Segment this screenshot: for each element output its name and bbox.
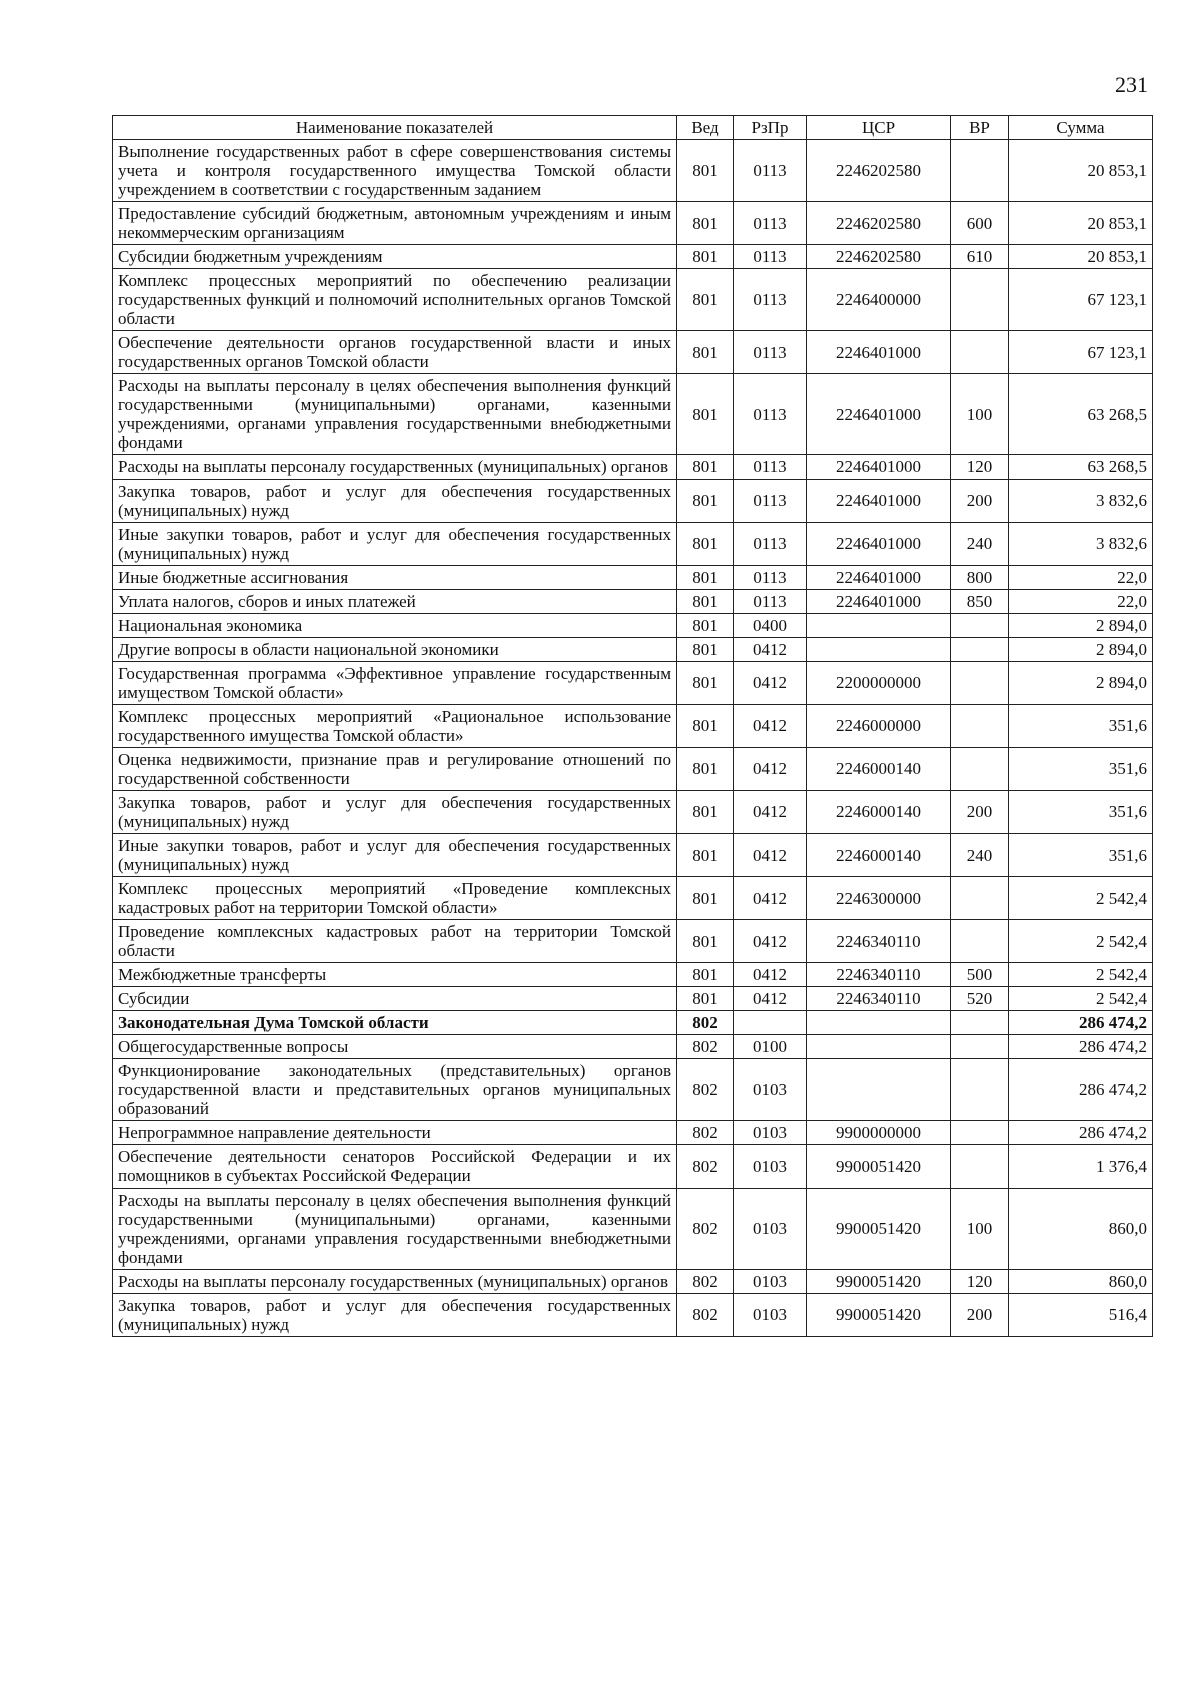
cell-sum: 3 832,6	[1009, 479, 1153, 522]
cell-vr: 120	[951, 455, 1009, 479]
cell-name: Функционирование законодательных (представительных) органов государственной власти и представительных органов муниципальных образований	[113, 1059, 677, 1121]
cell-name: Обеспечение деятельности органов государственной власти и иных государственных органов Томской области	[113, 331, 677, 374]
cell-csr	[807, 1011, 951, 1035]
cell-csr	[807, 637, 951, 661]
cell-csr: 2246401000	[807, 455, 951, 479]
cell-rzpr: 0113	[734, 479, 807, 522]
cell-sum: 2 894,0	[1009, 637, 1153, 661]
cell-rzpr: 0412	[734, 834, 807, 877]
cell-rzpr: 0412	[734, 747, 807, 790]
cell-ved: 801	[677, 637, 734, 661]
cell-ved: 801	[677, 834, 734, 877]
cell-sum: 22,0	[1009, 565, 1153, 589]
cell-sum: 2 542,4	[1009, 963, 1153, 987]
cell-rzpr: 0113	[734, 202, 807, 245]
cell-name: Проведение комплексных кадастровых работ на территории Томской области	[113, 920, 677, 963]
cell-vr: 100	[951, 1188, 1009, 1269]
cell-sum: 63 268,5	[1009, 455, 1153, 479]
cell-name: Иные закупки товаров, работ и услуг для обеспечения государственных (муниципальных) нужд	[113, 834, 677, 877]
cell-sum: 20 853,1	[1009, 140, 1153, 202]
cell-csr: 2246000140	[807, 790, 951, 833]
cell-sum: 20 853,1	[1009, 245, 1153, 269]
cell-rzpr: 0412	[734, 637, 807, 661]
cell-vr	[951, 920, 1009, 963]
cell-csr: 2246401000	[807, 589, 951, 613]
cell-sum: 860,0	[1009, 1188, 1153, 1269]
cell-name: Национальная экономика	[113, 613, 677, 637]
cell-rzpr: 0113	[734, 269, 807, 331]
cell-ved: 801	[677, 245, 734, 269]
cell-name: Субсидии бюджетным учреждениям	[113, 245, 677, 269]
cell-csr: 2246340110	[807, 920, 951, 963]
page-number: 231	[1115, 72, 1148, 97]
cell-name: Комплекс процессных мероприятий «Рациональное использование государственного имущества Томской области»	[113, 704, 677, 747]
cell-csr: 2246000000	[807, 704, 951, 747]
cell-ved: 801	[677, 704, 734, 747]
cell-rzpr: 0412	[734, 987, 807, 1011]
cell-csr: 2246401000	[807, 479, 951, 522]
cell-csr: 9900000000	[807, 1121, 951, 1145]
cell-ved: 801	[677, 920, 734, 963]
cell-sum: 2 542,4	[1009, 987, 1153, 1011]
cell-name: Расходы на выплаты персоналу в целях обеспечения выполнения функций государственными (муниципальными) органами, казенными учреждениями, органами управления государственными внебюджетными фондами	[113, 1188, 677, 1269]
column-header-ved: Вед	[677, 116, 734, 140]
cell-vr	[951, 637, 1009, 661]
cell-vr: 200	[951, 790, 1009, 833]
cell-rzpr: 0412	[734, 963, 807, 987]
table-row	[113, 1121, 1153, 1145]
cell-name: Субсидии	[113, 987, 677, 1011]
cell-sum: 516,4	[1009, 1293, 1153, 1336]
table-row	[113, 1035, 1153, 1059]
cell-name: Комплекс процессных мероприятий по обеспечению реализации государственных функций и полномочий исполнительных органов Томской области	[113, 269, 677, 331]
table-row	[113, 374, 1153, 455]
cell-vr: 100	[951, 374, 1009, 455]
cell-vr	[951, 704, 1009, 747]
cell-ved: 801	[677, 522, 734, 565]
cell-rzpr: 0113	[734, 374, 807, 455]
table-row	[113, 1293, 1153, 1336]
cell-rzpr: 0103	[734, 1269, 807, 1293]
column-header-csr: ЦСР	[807, 116, 951, 140]
cell-rzpr: 0113	[734, 331, 807, 374]
cell-name: Закупка товаров, работ и услуг для обеспечения государственных (муниципальных) нужд	[113, 479, 677, 522]
cell-vr	[951, 140, 1009, 202]
table-row	[113, 565, 1153, 589]
cell-csr: 2246401000	[807, 331, 951, 374]
table-row	[113, 637, 1153, 661]
cell-sum: 1 376,4	[1009, 1145, 1153, 1188]
cell-name: Общегосударственные вопросы	[113, 1035, 677, 1059]
cell-name: Обеспечение деятельности сенаторов Российской Федерации и их помощников в субъектах Российской Федерации	[113, 1145, 677, 1188]
cell-sum: 351,6	[1009, 834, 1153, 877]
table-header-row	[113, 116, 1153, 140]
cell-csr: 9900051420	[807, 1293, 951, 1336]
cell-ved: 801	[677, 747, 734, 790]
cell-ved: 802	[677, 1035, 734, 1059]
cell-vr	[951, 269, 1009, 331]
column-header-vr: ВР	[951, 116, 1009, 140]
table-row	[113, 455, 1153, 479]
cell-name: Непрограммное направление деятельности	[113, 1121, 677, 1145]
cell-sum: 2 894,0	[1009, 661, 1153, 704]
cell-name: Комплекс процессных мероприятий «Проведение комплексных кадастровых работ на территории Томской области»	[113, 877, 677, 920]
cell-ved: 801	[677, 140, 734, 202]
table-row	[113, 479, 1153, 522]
cell-vr	[951, 331, 1009, 374]
cell-sum: 20 853,1	[1009, 202, 1153, 245]
table-row	[113, 269, 1153, 331]
table-row	[113, 834, 1153, 877]
cell-csr: 2200000000	[807, 661, 951, 704]
cell-ved: 802	[677, 1269, 734, 1293]
cell-name: Оценка недвижимости, признание прав и регулирование отношений по государственной собственности	[113, 747, 677, 790]
cell-vr	[951, 1011, 1009, 1035]
cell-name: Расходы на выплаты персоналу в целях обеспечения выполнения функций государственными (муниципальными) органами, казенными учреждениями, органами управления государственными внебюджетными фондами	[113, 374, 677, 455]
cell-sum: 67 123,1	[1009, 331, 1153, 374]
cell-rzpr: 0113	[734, 245, 807, 269]
cell-ved: 801	[677, 790, 734, 833]
cell-vr: 520	[951, 987, 1009, 1011]
cell-sum: 351,6	[1009, 747, 1153, 790]
cell-sum: 63 268,5	[1009, 374, 1153, 455]
cell-rzpr: 0113	[734, 140, 807, 202]
column-header-sum: Сумма	[1009, 116, 1153, 140]
cell-vr	[951, 1121, 1009, 1145]
cell-rzpr: 0412	[734, 920, 807, 963]
table-row	[113, 202, 1153, 245]
cell-rzpr: 0412	[734, 661, 807, 704]
cell-csr: 2246340110	[807, 987, 951, 1011]
cell-name: Расходы на выплаты персоналу государственных (муниципальных) органов	[113, 1269, 677, 1293]
table-row	[113, 1145, 1153, 1188]
table-row	[113, 613, 1153, 637]
table-row	[113, 661, 1153, 704]
cell-vr: 600	[951, 202, 1009, 245]
cell-vr	[951, 877, 1009, 920]
cell-sum: 286 474,2	[1009, 1011, 1153, 1035]
table-row	[113, 245, 1153, 269]
cell-sum: 286 474,2	[1009, 1059, 1153, 1121]
cell-csr: 2246340110	[807, 963, 951, 987]
cell-ved: 801	[677, 987, 734, 1011]
cell-name: Расходы на выплаты персоналу государственных (муниципальных) органов	[113, 455, 677, 479]
cell-csr: 9900051420	[807, 1145, 951, 1188]
cell-csr: 2246000140	[807, 834, 951, 877]
cell-sum: 351,6	[1009, 704, 1153, 747]
cell-ved: 801	[677, 374, 734, 455]
cell-vr: 200	[951, 479, 1009, 522]
cell-sum: 3 832,6	[1009, 522, 1153, 565]
cell-rzpr: 0103	[734, 1059, 807, 1121]
cell-rzpr: 0113	[734, 522, 807, 565]
cell-rzpr	[734, 1011, 807, 1035]
cell-csr: 2246202580	[807, 202, 951, 245]
cell-sum: 22,0	[1009, 589, 1153, 613]
table-row	[113, 963, 1153, 987]
cell-vr	[951, 747, 1009, 790]
table-row	[113, 1188, 1153, 1269]
cell-csr: 9900051420	[807, 1269, 951, 1293]
cell-name: Межбюджетные трансферты	[113, 963, 677, 987]
cell-vr	[951, 613, 1009, 637]
cell-sum: 286 474,2	[1009, 1121, 1153, 1145]
cell-name: Иные закупки товаров, работ и услуг для обеспечения государственных (муниципальных) нужд	[113, 522, 677, 565]
cell-csr: 2246000140	[807, 747, 951, 790]
cell-rzpr: 0400	[734, 613, 807, 637]
cell-sum: 286 474,2	[1009, 1035, 1153, 1059]
cell-rzpr: 0100	[734, 1035, 807, 1059]
cell-rzpr: 0113	[734, 565, 807, 589]
cell-name: Уплата налогов, сборов и иных платежей	[113, 589, 677, 613]
cell-rzpr: 0103	[734, 1188, 807, 1269]
cell-ved: 802	[677, 1011, 734, 1035]
cell-name: Закупка товаров, работ и услуг для обеспечения государственных (муниципальных) нужд	[113, 790, 677, 833]
cell-csr: 2246401000	[807, 565, 951, 589]
cell-rzpr: 0113	[734, 455, 807, 479]
cell-rzpr: 0412	[734, 704, 807, 747]
cell-ved: 802	[677, 1145, 734, 1188]
cell-csr: 2246202580	[807, 245, 951, 269]
cell-vr: 610	[951, 245, 1009, 269]
cell-csr: 2246401000	[807, 522, 951, 565]
cell-name: Государственная программа «Эффективное управление государственным имуществом Томской области»	[113, 661, 677, 704]
table-row	[113, 1269, 1153, 1293]
cell-sum: 2 542,4	[1009, 920, 1153, 963]
cell-vr: 240	[951, 834, 1009, 877]
cell-name: Иные бюджетные ассигнования	[113, 565, 677, 589]
cell-vr	[951, 661, 1009, 704]
table-row	[113, 522, 1153, 565]
cell-ved: 801	[677, 661, 734, 704]
cell-vr	[951, 1035, 1009, 1059]
cell-csr	[807, 1035, 951, 1059]
cell-sum: 2 542,4	[1009, 877, 1153, 920]
cell-name: Другие вопросы в области национальной экономики	[113, 637, 677, 661]
cell-sum: 67 123,1	[1009, 269, 1153, 331]
cell-vr: 240	[951, 522, 1009, 565]
column-header-name: Наименование показателей	[113, 116, 677, 140]
cell-csr: 2246300000	[807, 877, 951, 920]
cell-ved: 801	[677, 565, 734, 589]
cell-ved: 801	[677, 202, 734, 245]
cell-csr: 9900051420	[807, 1188, 951, 1269]
cell-vr	[951, 1145, 1009, 1188]
cell-rzpr: 0412	[734, 790, 807, 833]
cell-ved: 801	[677, 963, 734, 987]
cell-ved: 802	[677, 1059, 734, 1121]
cell-rzpr: 0103	[734, 1293, 807, 1336]
budget-table	[112, 115, 1153, 1337]
table-row	[113, 877, 1153, 920]
cell-csr: 2246401000	[807, 374, 951, 455]
cell-ved: 801	[677, 455, 734, 479]
cell-rzpr: 0103	[734, 1145, 807, 1188]
table-row	[113, 331, 1153, 374]
cell-ved: 801	[677, 331, 734, 374]
cell-vr: 850	[951, 589, 1009, 613]
cell-rzpr: 0103	[734, 1121, 807, 1145]
cell-ved: 801	[677, 479, 734, 522]
cell-ved: 802	[677, 1188, 734, 1269]
cell-csr	[807, 1059, 951, 1121]
cell-vr: 800	[951, 565, 1009, 589]
table-row	[113, 589, 1153, 613]
column-header-rzpr: РзПр	[734, 116, 807, 140]
table-row	[113, 1011, 1153, 1035]
cell-name: Законодательная Дума Томской области	[113, 1011, 677, 1035]
table-row	[113, 987, 1153, 1011]
cell-csr: 2246202580	[807, 140, 951, 202]
cell-csr: 2246400000	[807, 269, 951, 331]
cell-vr: 120	[951, 1269, 1009, 1293]
cell-ved: 801	[677, 269, 734, 331]
cell-vr: 500	[951, 963, 1009, 987]
cell-sum: 351,6	[1009, 790, 1153, 833]
cell-vr: 200	[951, 1293, 1009, 1336]
table-row	[113, 140, 1153, 202]
cell-ved: 801	[677, 589, 734, 613]
table-row	[113, 704, 1153, 747]
table-row	[113, 920, 1153, 963]
cell-rzpr: 0412	[734, 877, 807, 920]
cell-ved: 801	[677, 877, 734, 920]
cell-ved: 802	[677, 1121, 734, 1145]
table-row	[113, 1059, 1153, 1121]
cell-ved: 801	[677, 613, 734, 637]
cell-vr	[951, 1059, 1009, 1121]
table-row	[113, 790, 1153, 833]
cell-name: Предоставление субсидий бюджетным, автономным учреждениям и иным некоммерческим организациям	[113, 202, 677, 245]
cell-ved: 802	[677, 1293, 734, 1336]
cell-sum: 2 894,0	[1009, 613, 1153, 637]
cell-sum: 860,0	[1009, 1269, 1153, 1293]
cell-csr	[807, 613, 951, 637]
table-row	[113, 747, 1153, 790]
cell-rzpr: 0113	[734, 589, 807, 613]
cell-name: Закупка товаров, работ и услуг для обеспечения государственных (муниципальных) нужд	[113, 1293, 677, 1336]
cell-name: Выполнение государственных работ в сфере совершенствования системы учета и контроля государственного имущества Томской области учреждением в соответствии с государственным заданием	[113, 140, 677, 202]
